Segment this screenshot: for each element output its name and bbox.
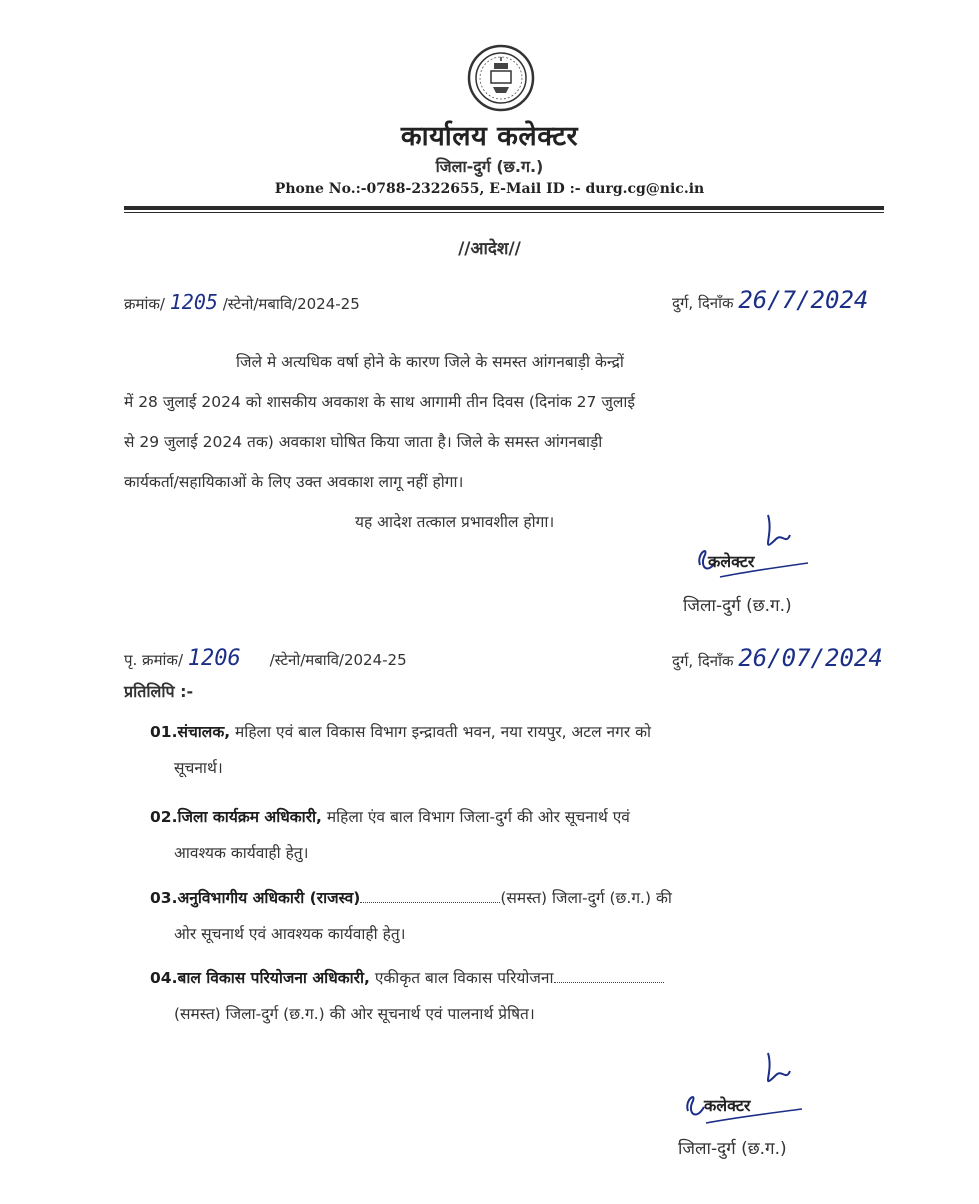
paragraph-line: में 28 जुलाई 2024 को शासकीय अवकाश के साथ आगामी तीन दिवस (दिनांक 27 जुलाई xyxy=(124,393,635,411)
dotted-blank xyxy=(554,970,664,983)
item-text: महिला एंव बाल विभाग जिला-दुर्ग की ओर सूचनार्थ एवं xyxy=(321,808,630,826)
item-number: 04. xyxy=(150,969,178,987)
item-continuation: (समस्त) जिला-दुर्ग (छ.ग.) की ओर सूचनार्थ एवं पालनार्थ प्रेषित। xyxy=(174,1005,535,1023)
ref-prefix: क्रमांक/ xyxy=(124,295,165,313)
signatory-district: जिला-दुर्ग (छ.ग.) xyxy=(683,596,792,616)
government-emblem-icon xyxy=(466,43,536,113)
item-continuation: आवश्यक कार्यवाही हेतु। xyxy=(174,844,309,862)
item-continuation: ओर सूचनार्थ एवं आवश्यक कार्यवाही हेतु। xyxy=(174,925,406,943)
date-handwritten: 26/07/2024 xyxy=(738,644,883,672)
ref-suffix: /स्टेनो/मबावि/2024-25 xyxy=(269,651,407,669)
item-recipient: अनुविभागीय अधिकारी (राजस्व) xyxy=(177,889,361,907)
signatory-title: कलेक्टर xyxy=(704,1096,751,1115)
item-recipient: बाल विकास परियोजना अधिकारी, xyxy=(177,969,370,987)
list-item xyxy=(150,714,882,786)
endorsement-date xyxy=(672,644,883,672)
date-handwritten: 26/7/2024 xyxy=(738,286,869,314)
ref-number-handwritten: 1206 xyxy=(187,646,241,671)
order-date xyxy=(672,286,868,314)
office-district: जिला-दुर्ग (छ.ग.) xyxy=(435,157,544,176)
item-text: महिला एवं बाल विकास विभाग इन्द्रावती भवन, नया रायपुर, अटल नगर को xyxy=(230,723,652,741)
item-text: (समस्त) जिला-दुर्ग (छ.ग.) की xyxy=(500,889,672,907)
order-paragraph xyxy=(124,342,882,502)
order-title: //आदेश// xyxy=(458,239,521,259)
effective-statement: यह आदेश तत्काल प्रभावशील होगा। xyxy=(355,513,555,531)
item-number: 01. xyxy=(150,723,178,741)
list-item xyxy=(150,880,882,952)
office-contact: Phone No.:-0788-2322655, E-Mail ID :- durg.cg@nic.in xyxy=(274,181,705,197)
list-item xyxy=(150,799,882,871)
header-divider xyxy=(124,206,884,210)
ref-prefix: पृ. क्रमांक/ xyxy=(124,651,184,669)
item-continuation: सूचनार्थ। xyxy=(174,759,223,777)
signatory-district: जिला-दुर्ग (छ.ग.) xyxy=(678,1139,787,1159)
item-number: 02. xyxy=(150,808,178,826)
ref-suffix: /स्टेनो/मबावि/2024-25 xyxy=(222,295,360,313)
list-item xyxy=(150,960,882,1032)
ref-number-handwritten: 1205 xyxy=(169,290,218,314)
endorsement-reference xyxy=(124,646,407,671)
date-label: दुर्ग, दिनाँक xyxy=(672,294,734,312)
header-divider-thin xyxy=(124,212,884,213)
office-title: कार्यालय कलेक्टर xyxy=(400,121,579,152)
item-text: एकीकृत बाल विकास परियोजना xyxy=(369,969,554,987)
item-recipient: जिला कार्यक्रम अधिकारी, xyxy=(177,808,322,826)
item-number: 03. xyxy=(150,889,178,907)
signature-scribble xyxy=(676,1045,816,1135)
signatory-title: कलेक्टर xyxy=(708,552,755,571)
order-reference xyxy=(124,290,360,314)
date-label: दुर्ग, दिनाँक xyxy=(672,652,734,670)
item-recipient: संचालक, xyxy=(177,723,231,741)
paragraph-line: जिले मे अत्यधिक वर्षा होने के कारण जिले के समस्त आंगनबाड़ी केन्द्रों xyxy=(236,353,624,371)
paragraph-line: कार्यकर्ता/सहायिकाओं के लिए उक्त अवकाश लागू नहीं होगा। xyxy=(124,473,464,491)
copy-label: प्रतिलिपि :- xyxy=(124,682,194,701)
paragraph-line: से 29 जुलाई 2024 तक) अवकाश घोषित किया जाता है। जिले के समस्त आंगनबाड़ी xyxy=(124,433,603,451)
dotted-blank xyxy=(360,890,500,903)
